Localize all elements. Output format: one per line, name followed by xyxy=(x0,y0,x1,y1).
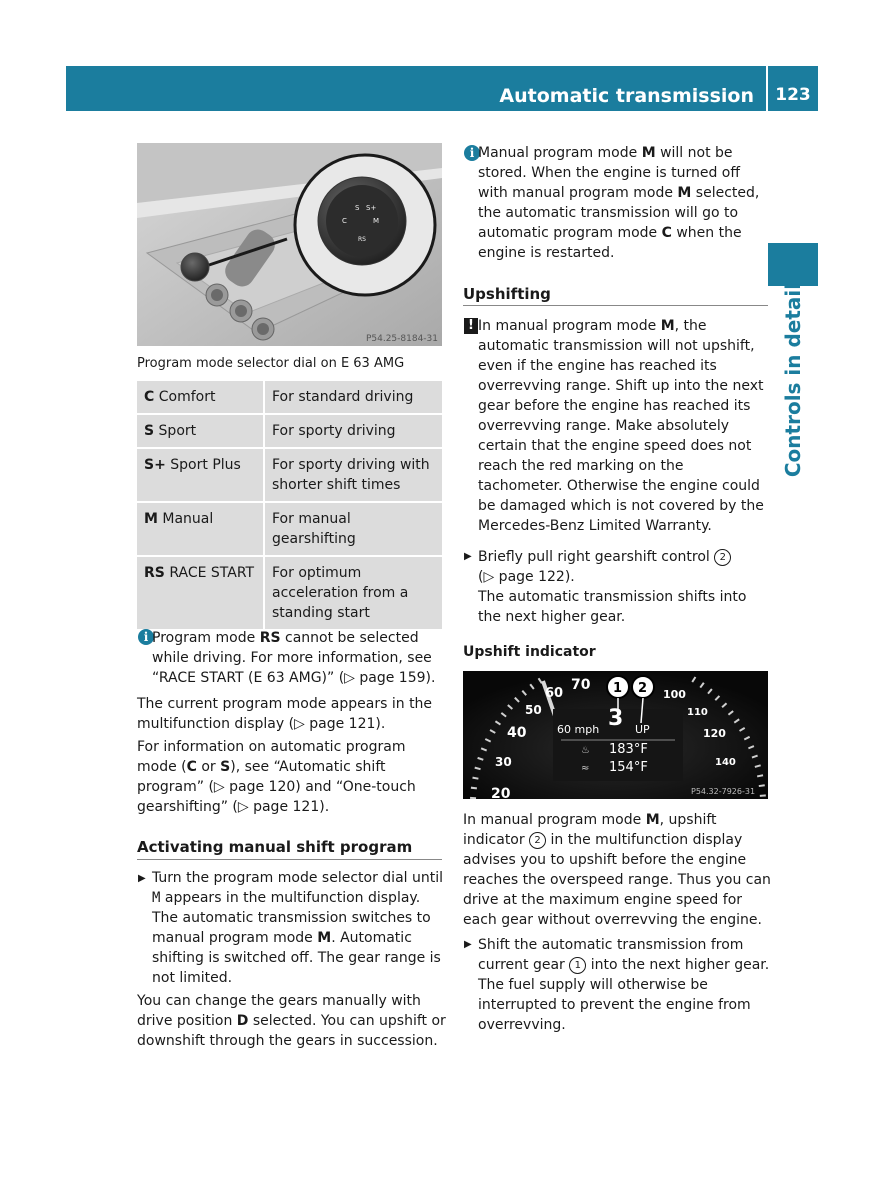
table-cell-mode: RS RACE START xyxy=(137,556,264,630)
table-cell-mode: M Manual xyxy=(137,502,264,556)
selector-dial-illustration xyxy=(137,143,442,346)
step-arrow-icon: ▶ xyxy=(138,873,146,884)
table-row xyxy=(137,414,442,448)
oil-temp-icon: ♨ xyxy=(581,745,590,756)
step-turn-dial: Turn the program mode selector dial until M appears in the multifunction display. The automatic transmission switches to manual program mode M. Automatic shifting is switched off. The gear range is not limited. xyxy=(152,870,443,986)
scale-label: 60 xyxy=(545,686,564,701)
table-cell-desc: For sporty driving with shorter shift times xyxy=(264,448,442,502)
step-arrow-icon: ▶ xyxy=(464,939,472,950)
upshift-readout: UP xyxy=(635,723,650,736)
step-pull-control: Briefly pull right gearshift control 2 (▷ page 122). The automatic transmission shifts into the next higher gear. xyxy=(478,549,747,625)
info-icon: i xyxy=(464,145,480,161)
scale-label: 110 xyxy=(687,707,708,718)
paragraph-change-gears: You can change the gears manually with drive position D selected. You can upshift or downshift through the gears in succession. xyxy=(137,993,446,1049)
figure-code: P54.25-8184-31 xyxy=(365,334,438,344)
scale-label: 20 xyxy=(491,786,511,799)
warning-overrevving: In manual program mode M, the automatic transmission will not upshift, even if the engine has reached its overrevving range. Shift up into the next gear before the engine has reached its overrevving range. Make absolutely certain that the engine speed does not reach the red marking on the tachometer. Otherwise the engine could be damaged which is not covered by the Mercedes-Benz Limited Warranty. xyxy=(478,318,764,534)
table-cell-desc: For optimum acceleration from a standing start xyxy=(264,556,442,630)
page-number: 123 xyxy=(775,85,811,105)
warning-icon: ! xyxy=(464,318,478,334)
callout-2: 2 xyxy=(529,832,546,849)
figure-code: P54.32-7926-31 xyxy=(691,787,756,796)
scale-label: 70 xyxy=(571,677,591,693)
dial-label-s: S xyxy=(355,204,360,212)
speed-readout: 60 mph xyxy=(557,723,600,736)
temp2-readout: 154°F xyxy=(609,760,648,775)
scale-label: 30 xyxy=(495,755,512,769)
instrument-cluster-illustration xyxy=(463,671,768,799)
paragraph-automatic-mode: For information on automatic program mode (C or S), see “Automatic shift program” (▷ page 120) and “One-touch gearshifting” (▷ page 121). xyxy=(137,739,416,815)
dial-label-c: C xyxy=(342,217,347,225)
temp1-readout: 183°F xyxy=(609,742,648,757)
scale-label: 140 xyxy=(715,757,736,768)
side-tab xyxy=(765,282,821,478)
note-manual-not-stored: Manual program mode M will not be stored. When the engine is turned off with manual program mode M selected, the automatic transmission will go to automatic program mode C when the engine is restarted. xyxy=(478,145,760,261)
callout-2: 2 xyxy=(638,681,648,696)
dial-label-rs: RS xyxy=(358,236,366,243)
table-cell-mode: C Comfort xyxy=(137,381,264,414)
table-cell-mode: S Sport xyxy=(137,414,264,448)
callout-1: 1 xyxy=(569,957,586,974)
table-cell-mode: S+ Sport Plus xyxy=(137,448,264,502)
cluster-figure xyxy=(463,671,768,799)
callout-1: 1 xyxy=(613,681,623,696)
side-tab-label: Controls in detail xyxy=(781,282,805,478)
coolant-temp-icon: ≈ xyxy=(581,763,590,774)
scale-label: 50 xyxy=(525,703,542,717)
heading-upshifting: Upshifting xyxy=(463,285,551,303)
side-tab-marker xyxy=(768,243,818,286)
paragraph-upshift-indicator: In manual program mode M, upshift indicator 2 in the multifunction display advises you to upshift before the engine reaches the overspeed range. Thus you can drive at the maximum engine speed for each gear without overrevving the engine. xyxy=(463,812,771,928)
step-shift-up: Shift the automatic transmission from current gear 1 into the next higher gear. The fuel supply will otherwise be interrupted to prevent the engine from overrevving. xyxy=(478,937,770,1033)
table-cell-desc: For sporty driving xyxy=(264,414,442,448)
dial-label-m: M xyxy=(373,217,380,225)
dial-label-s-plus: S+ xyxy=(366,204,377,212)
step-arrow-icon: ▶ xyxy=(464,551,472,562)
heading-activating: Activating manual shift program xyxy=(137,838,413,856)
gear-readout: 3 xyxy=(608,706,624,731)
table-row xyxy=(137,556,442,630)
table-row xyxy=(137,448,442,502)
program-mode-table xyxy=(137,381,442,631)
heading-underline xyxy=(463,305,768,306)
paragraph-current-mode: The current program mode appears in the multifunction display (▷ page 121). xyxy=(137,696,433,732)
scale-label: 40 xyxy=(507,725,527,741)
callout-2: 2 xyxy=(714,549,731,566)
selector-dial-figure xyxy=(137,143,442,346)
table-cell-desc: For manual gearshifting xyxy=(264,502,442,556)
scale-label: 100 xyxy=(663,688,686,701)
figure-caption: Program mode selector dial on E 63 AMG xyxy=(137,356,405,371)
table-row xyxy=(137,502,442,556)
heading-upshift-indicator: Upshift indicator xyxy=(463,644,596,660)
info-icon: i xyxy=(138,629,154,645)
note-race-start: Program mode RS cannot be selected while driving. For more information, see “RACE START (E 63 AMG)” (▷ page 159). xyxy=(152,630,436,686)
table-row xyxy=(137,381,442,414)
scale-label: 120 xyxy=(703,727,726,740)
section-title: Automatic transmission xyxy=(499,85,754,107)
table-cell-desc: For standard driving xyxy=(264,381,442,414)
heading-underline xyxy=(137,859,442,860)
